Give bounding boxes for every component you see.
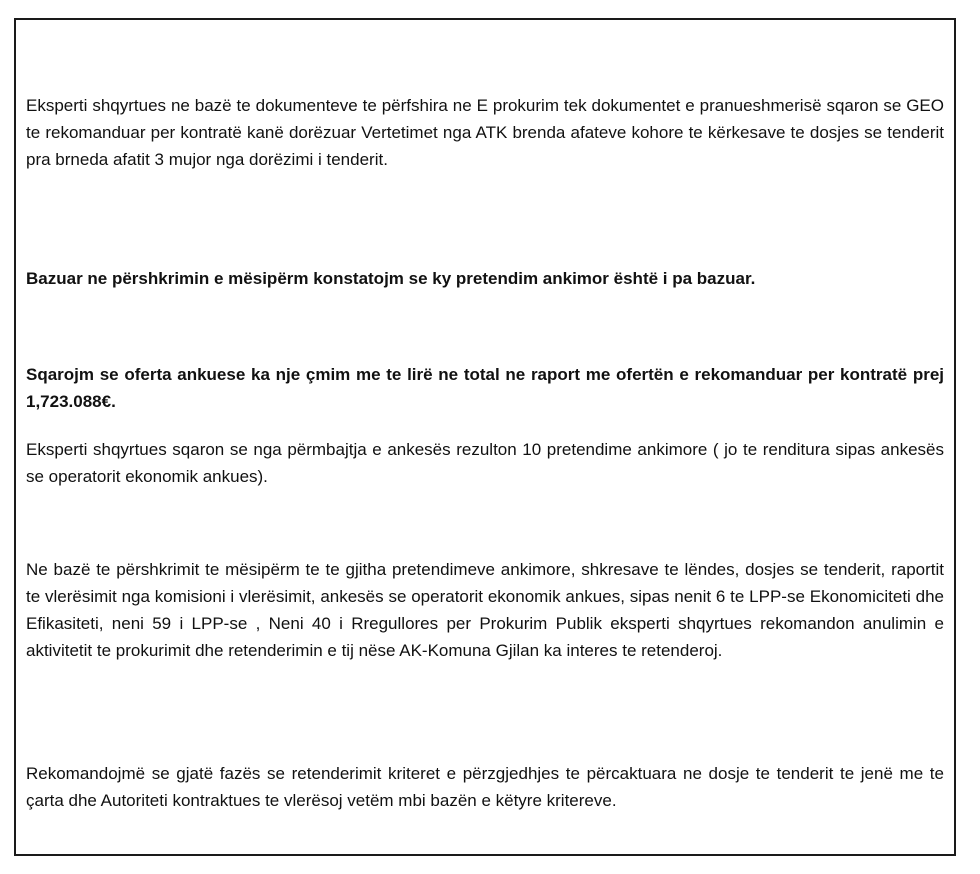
paragraph-retender-criteria: Rekomandojmë se gjatë fazës se retenderimit kriteret e përzgjedhjes te përcaktuara ne dosje te tenderit te jenë me te çarta dhe Autoriteti kontraktues te vlerësoj vetëm mbi bazën e këtyre kritereve. [26, 764, 944, 810]
paragraph-claims-count: Eksperti shqyrtues sqaron se nga përmbajtja e ankesës rezulton 10 pretendime ankimore ( jo te renditura sipas ankesës se operatorit ekonomik ankues). [26, 440, 944, 486]
paragraph-price-clarification: Sqarojm se oferta ankuese ka nje çmim me te lirë ne total ne raport me ofertën e rekomanduar per kontratë prej 1,723.088€. [26, 365, 944, 411]
paragraph-expert-review-atk: Eksperti shqyrtues ne bazë te dokumenteve te përfshira ne E prokurim tek dokumentet e pranueshmerisë sqaron se GEO te rekomanduar per kontratë kanë dorëzuar Vertetimet nga ATK brenda afateve kohore te kërkesave te dosjes se tenderit pra brneda afatit 3 mujor nga dorëzimi i tenderit. [26, 96, 944, 169]
paragraph-recommendation-annulment: Ne bazë te përshkrimit te mësipërm te te gjitha pretendimeve ankimore, shkresave te lëndes, dosjes se tenderit, raportit te vlerësimit nga komisioni i vlerësimit, ankesës se operatorit ekonomik ankues, sipas nenit 6 te LPP-se Ekonomiciteti dhe Efikasiteti, neni 59 i LPP-se , Neni 40 i Rregullores per Prokurim Publik eksperti shqyrtues rekomandon anulimin e aktivitetit te prokurimit dhe retenderimin e tij nëse AK-Komuna Gjilan ka interes te retenderoj. [26, 560, 944, 660]
paragraph-conclusion-unfounded: Bazuar ne përshkrimin e mësipërm konstatojm se ky pretendim ankimor është i pa bazuar. [26, 269, 756, 288]
document-frame [14, 18, 956, 856]
